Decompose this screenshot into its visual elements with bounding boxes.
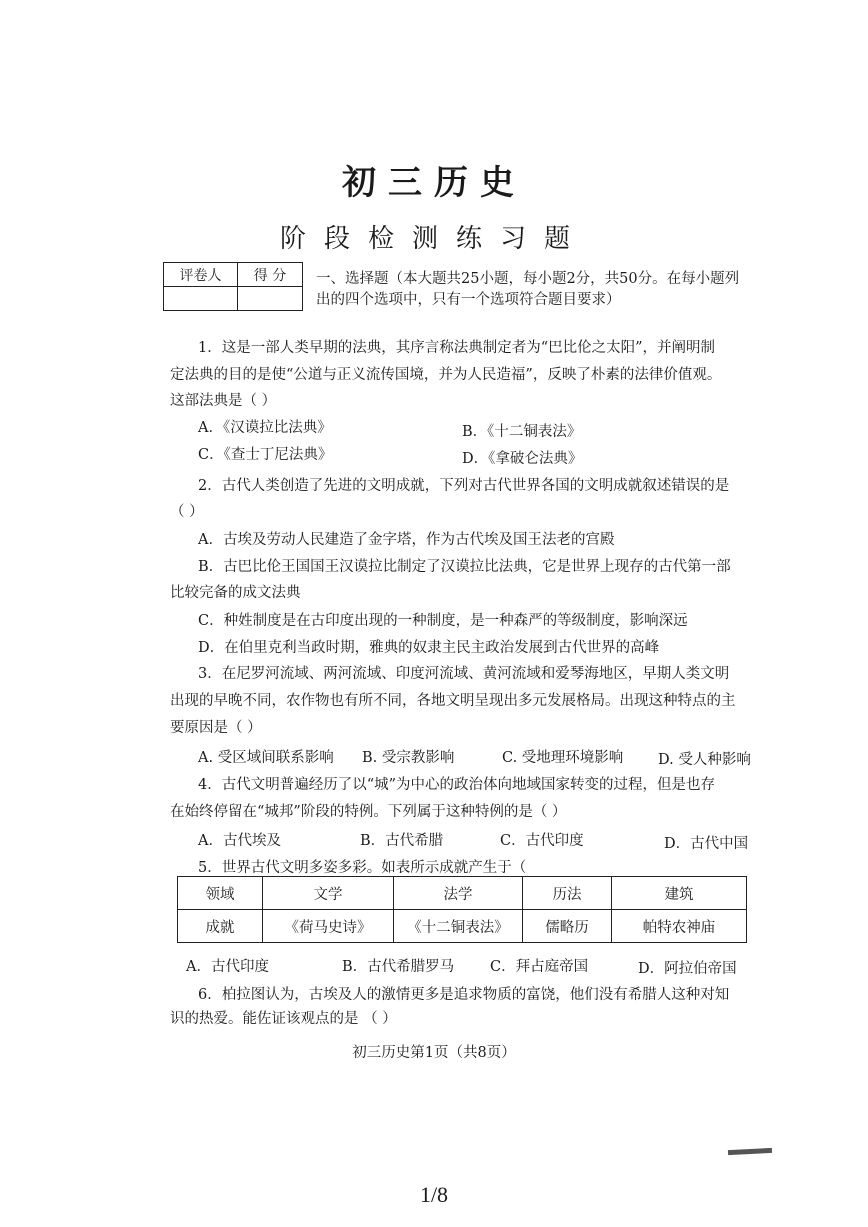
question-3-stem: 要原因是（ ） [170,720,262,736]
question-1-option-c: C．《查士丁尼法典》 [198,447,333,463]
exam-title: 初三历史 [342,163,526,203]
question-3-stem: 出现的早晚不同，农作物也有所不同，各地文明呈现出多元发展格局。出现这种特点的主 [170,693,736,709]
table-cell: 儒略历 [523,910,612,943]
question-4-stem: 在始终停留在“城邦”阶段的特例。下列属于这种特例的是（ ） [170,804,567,820]
question-3-option-b: B. 受宗教影响 [362,750,455,766]
question-3-option-c: C. 受地理环境影响 [502,750,624,766]
question-5-option-d: D．阿拉伯帝国 [638,961,737,977]
table-cell: 文学 [263,877,394,910]
question-1-stem: 1．这是一部人类早期的法典，其序言称法典制定者为“巴比伦之太阳”，并阐明制 [198,340,716,356]
page-number: 1/8 [419,1182,449,1207]
exam-subtitle: 阶段检测练习题 [279,224,588,254]
question-1-option-d: D．《拿破仑法典》 [462,451,583,467]
question-4-option-a: A．古代埃及 [198,833,281,849]
table-cell: 《十二铜表法》 [394,910,523,943]
question-6-stem: 6．柏拉图认为，古埃及人的激情更多是追求物质的富饶，他们没有希腊人这种对知 [198,987,730,1003]
question-3-stem: 3．在尼罗河流域、两河流域、印度河流域、黄河流域和爱琴海地区，早期人类文明 [198,666,730,682]
question-2-option-b-cont: 比较完备的成文法典 [170,585,301,601]
question-1-option-a: A．《汉谟拉比法典》 [198,420,332,436]
question-2-option-c: C．种姓制度是在古印度出现的一种制度，是一种森严的等级制度，影响深远 [198,613,688,629]
grader-blank[interactable] [164,287,238,311]
question-4-stem: 4．古代文明普遍经历了以“城”为中心的政治体向地域国家转变的过程，但是也存 [198,777,716,793]
question-1-stem: 定法典的目的是使“公道与正义流传国境，并为人民造福”，反映了朴素的法律价值观。 [170,367,722,383]
score-blank[interactable] [238,287,303,311]
scan-mark [728,1148,772,1155]
score-table [163,262,303,311]
question-1-stem: 这部法典是（ ） [170,393,277,409]
table-cell: 领域 [178,877,263,910]
grader-label: 评卷人 [164,263,238,287]
question-5-stem: 5．世界古代文明多姿多彩。如表所示成就产生于（ [198,860,527,876]
question-3-option-d: D. 受人种影响 [658,752,751,768]
question-5-option-c: C．拜占庭帝国 [490,959,589,975]
question-4-option-d: D．古代中国 [664,836,749,852]
table-cell: 帕特农神庙 [612,910,747,943]
section-heading: 一、选择题（本大题共25小题，每小题2分，共50分。在每小题列 [316,271,740,287]
question-2-option-b: B．古巴比伦王国国王汉谟拉比制定了汉谟拉比法典，它是世界上现存的古代第一部 [198,559,731,575]
table-cell: 历法 [523,877,612,910]
table-cell: 法学 [394,877,523,910]
question-5-option-a: A．古代印度 [186,959,269,975]
question-6-stem: 识的热爱。能佐证该观点的是 （ ） [170,1011,397,1027]
question-5-option-b: B．古代希腊罗马 [342,959,455,975]
table-cell: 《荷马史诗》 [263,910,394,943]
table-cell: 建筑 [612,877,747,910]
page-footer: 初三历史第1页（共8页） [352,1045,516,1061]
section-heading-cont: 出的四个选项中，只有一个选项符合题目要求） [316,292,621,308]
question-4-option-c: C．古代印度 [500,833,584,849]
question-4-option-b: B．古代希腊 [360,833,444,849]
question-2-stem: 2．古代人类创造了先进的文明成就，下列对古代世界各国的文明成就叙述错误的是 [198,478,730,494]
table-cell: 成就 [178,910,263,943]
question-2-option-d: D．在伯里克利当政时期，雅典的奴隶主民主政治发展到古代世界的高峰 [198,640,660,656]
score-label: 得 分 [238,263,303,287]
question-1-option-b: B．《十二铜表法》 [462,424,582,440]
question-2-option-a: A．古埃及劳动人民建造了金字塔，作为古代埃及国王法老的宫殿 [198,532,615,548]
question-3-option-a: A. 受区域间联系影响 [198,750,334,766]
achievement-table [177,876,747,943]
question-2-stem: （ ） [170,504,204,520]
